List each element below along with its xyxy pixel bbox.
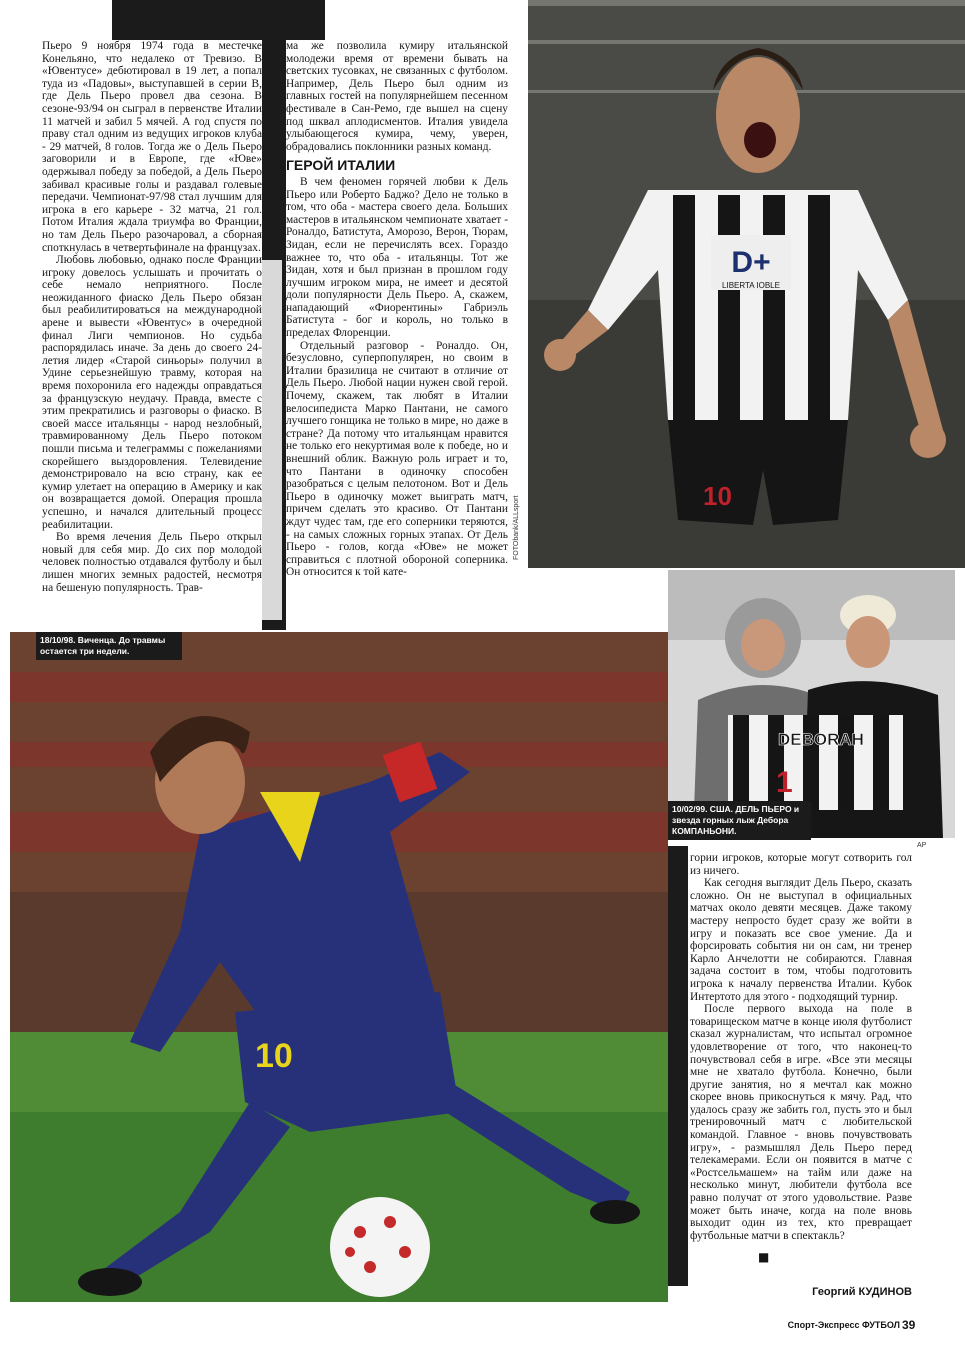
article-paragraph: Пьеро 9 ноября 1974 года в местечке Конельяно, что недалеко от Тревизо. В «Ювентусе» дебютировал в 19 лет, а попал туда из «Падовы», выступавшей в серии В, где Дель Пьеро провел два сезона. В сезоне-93/94 он сыграл в первенстве Италии 11 матчей и забил 5 мячей. А год спустя по праву стал одним из ведущих игроков клуба - 29 матчей, 8 голов. Тогда же о Дель Пьеро заговорили и в Европе, где «Юве» одержывал победу за победой, а Дель Пьеро забивал красивые голы и раздавал голевые передачи. Чемпионат-97/98 стал лучшим для игрока в его карьере - 32 матча, 21 гол. Потом Италия ждала триумфа во Франции, но там Дель Пьеро разочаровал, а сборная споткнулась в четвертьфинале на французах. (42, 40, 262, 254)
article-column-1 (42, 40, 262, 630)
photo-celebration (528, 0, 965, 568)
article-column-3 (690, 852, 912, 1264)
article-paragraph: Во время лечения Дель Пьеро открыл новый для себя мир. До сих пор молодой человек полностью отдавался футболу и был лишен многих земных радостей, несмотря на бешеную популярность. Трав- (42, 531, 262, 594)
article-paragraph: В чем феномен горячей любви к Дель Пьеро или Роберто Баджо? Дело не только в том, что оба - мастера своего дела. Больших мастеров в итальянском чемпионате хватает - Роналдо, Батистута, Аморозо, Верон, Тюрам, Зидан, если не перечислять всех. Гораздо важнее то, что оба - итальянцы. Тот же Зидан, хотя и был признан в прошлом году лучшим игроком мира, не имеет и десятой доли популярности Дель Пьеро. А, скажем, нападающий «Фиорентины» Габриэль Батистута - бог и король, но только в пределах Флоренции. (286, 175, 508, 340)
away-shorts-number: 10 (255, 1037, 293, 1075)
banner-name-text: DEBORAH (778, 730, 864, 749)
dark-column-band-right (668, 846, 688, 1286)
article-paragraph: гории игроков, которые могут сотворить гол из ничего. (690, 852, 912, 877)
photo-credit-small: AP (917, 842, 927, 849)
skier-meeting-illustration (668, 570, 955, 838)
section-subheading: ГЕРОЙ ИТАЛИИ (286, 157, 396, 174)
article-paragraph: Любовь любовью, однако после Франции игроку довелось услышать и прочитать о себе немало неприятного. После неожиданного фиаско Дель Пьеро обязан был реабилитироваться на международной арене и вывести «Ювентус» в очередной финал Лиги чемпионов. Но судьба распорядилась иначе. За день до своего 24-летия лидер «Старой синьоры» получил в Удине серьезнейшую травму, которая на время похоронила его надежды оправдаться за французскую неудачу. Правда, вместе с этим прекратились и разговоры о фиаско. В своей массе итальянцы - народ незлобный, травмированному Дель Пьеро потоком пошли письма и телеграммы с пожеланиями скорейшего выздоровления. Телевидение демонстрировало на всю страну, как ее кумир улетает на операцию в Америку и как он возвращается домой. Операция прошла успешно, и начался длительный процесс реабилитации. (42, 254, 262, 531)
footer-magazine: Спорт-Экспресс ФУТБОЛ (787, 1320, 900, 1330)
sponsor-logo-text: D+ (731, 246, 771, 279)
article-paragraph: Как сегодня выглядит Дель Пьеро, сказать сложно. Он не выступал в официальных матчах около девяти месяцев. Даже такому мастеру непросто будет сразу же войти в игру и показать все свое умение. Да и форсировать события ни он сам, ни тренер Карло Анчелотти не собираются. Главная задача состоит в том, чтобы подготовить игрока к началу первенства Италии. Кубок Интертото для этого - подходящий турнир. (690, 877, 912, 1003)
page-number: 39 (902, 1318, 916, 1332)
grey-tint-band (262, 260, 282, 620)
shorts-number: 10 (703, 481, 732, 511)
celebration-illustration (528, 0, 965, 568)
caption-skier-meeting: 10/02/99. США. ДЕЛЬ ПЬЕРО и звезда горных лыж Дебора КОМПАНЬОНИ. (668, 801, 811, 840)
photo-skier-meeting (668, 570, 955, 838)
article-column-2 (286, 40, 508, 630)
photo-credit-top: FOTObank/ALLsport (513, 495, 520, 560)
match-action-illustration (10, 632, 668, 1302)
article-paragraph: После первого выхода на поле в товарищеском матче в конце июля футболист сказал журналистам, что испытал огромное удовлетворение от того, что наконец-то почувствовал себя в игре. «Все эти месяцы мне не хватало футбола. Конечно, были другие занятия, но я мечтал как можно скорее вновь прикоснуться к мячу. Рад, что удалось сразу же забить гол, пусть это и был тренировочный матч с любительской командой. Главное - вновь почувствовать игру», - размышлял Дель Пьеро перед телекамерами. Если он появится в матче с «Ростсельмашем» на тайм или даже на несколько минут, любители футбола все равно получат от этого удовольствие. Разве может быть иначе, когда на поле вновь выходит один из тех, кто превращает футбольные матчи в спектакль? (690, 1003, 912, 1242)
author-byline: Георгий КУДИНОВ (812, 1286, 912, 1298)
end-mark: ■ (758, 1250, 770, 1264)
photo-match-action (10, 632, 668, 1302)
banner-number-text: 1 (776, 766, 793, 799)
caption-match-action: 18/10/98. Виченца. До травмы остается три недели. (36, 632, 182, 660)
article-paragraph: Отдельный разговор - Роналдо. Он, безусловно, суперпопулярен, но своим в Италии бразилица не считают в отличие от Дель Пьеро. Любой нации нужен свой герой. Почему, скажем, так любят в Италии велосипедиста Марко Пантани, не самого лучшего гонщика не только в мире, но даже в стране? Да потому что итальянцам нравится не только его некуртимая воле к победе, но и внешний облик. Важную роль играет и то, что Пантани в одиночку способен разобраться с целым пелотоном. Вот и Дель Пьеро в одиночку может выиграть матч, причем сделать это красиво. От Пантани ждут чудес там, где его соперники теряются, - на самых сложных горных этапах. От Дель Пьеро - голов, когда «Юве» не может справиться с плотной обороной соперника. Он относится к той кате- (286, 339, 508, 579)
article-paragraph: ма же позволила кумиру итальянской молодежи время от времени бывать на светских тусовках, не связанных с футболом. Например, Дель Пьеро был одним из главных гостей на популярнейшем песенном фестивале в Сан-Ремо, где вышел на сцену под шквал аплодисментов. Италия увидела улыбающегося кумира, чему, уверен, обрадовались поклонники разных команд. (286, 40, 508, 153)
sponsor-sub-text: LIBERTA IOBLE (722, 281, 780, 290)
